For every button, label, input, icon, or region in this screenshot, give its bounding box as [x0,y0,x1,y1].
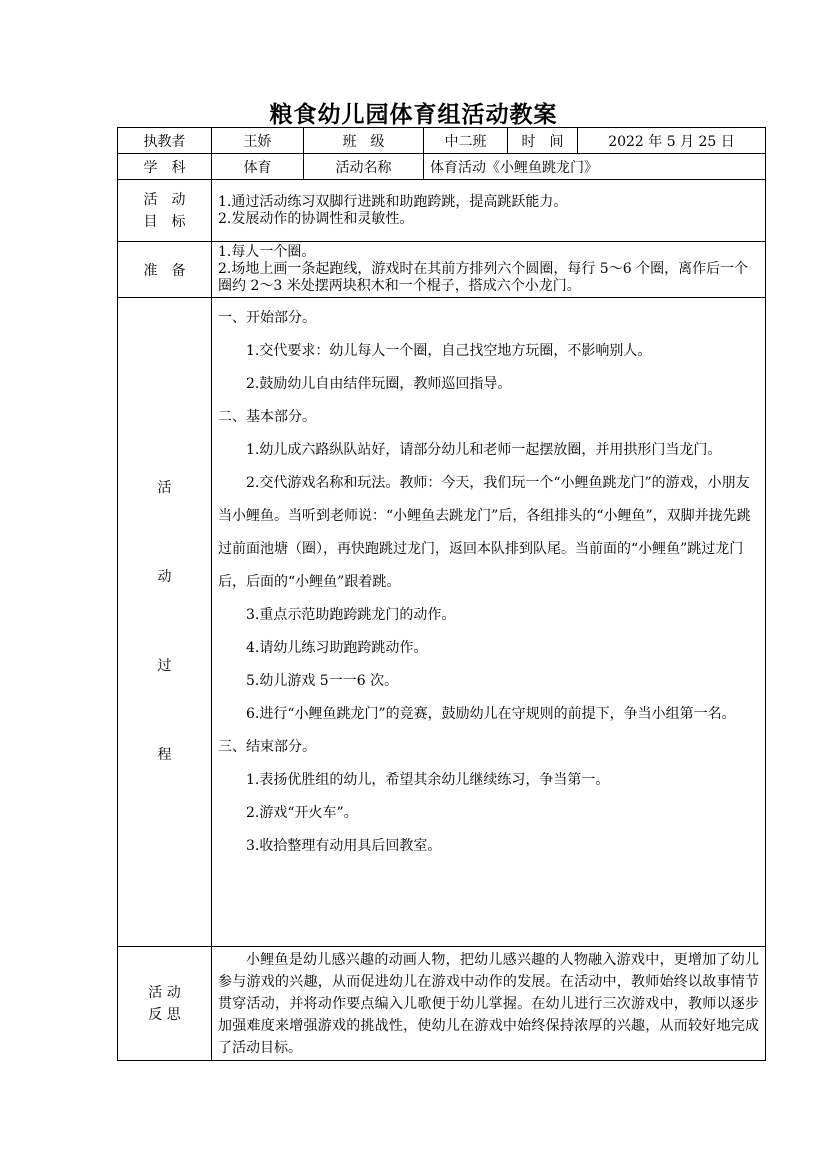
lesson-plan-table [117,127,766,1061]
class-label: 班 级 [304,128,424,154]
reflection-content: 小鲤鱼是幼儿感兴趣的动画人物，把幼儿感兴趣的人物融入游戏中，更增加了幼儿参与游戏的兴趣，从而促进幼儿在游戏中动作的发展。在活动中，教师始终以故事情节贯穿活动，并将动作要点编入儿歌便于幼儿掌握。在幼儿进行三次游戏中，教师以逐步加强难度来增强游戏的挑战性，使幼儿在游戏中始终保持浓厚的兴趣，从而较好地完成了活动目标。 [212,947,766,1061]
goal-item: 2.发展动作的协调性和灵敏性。 [218,210,414,227]
process-step: 2.游戏“开火车”。 [246,805,358,821]
reflection-row [118,947,766,1061]
goals-row [118,180,766,242]
prep-item: 1.每人一个圈。 [218,244,316,260]
process-step: 1.交代要求：幼儿每人一个圈，自己找空地方玩圈，不影响别人。 [246,343,652,359]
process-step: 4.请幼儿练习助跑跨跳动作。 [246,640,428,656]
header-row-1 [118,128,766,154]
process-section-heading: 三、结束部分。 [218,739,316,755]
process-step: 2.鼓励幼儿自由结伴玩圈，教师巡回指导。 [246,376,512,392]
header-row-2 [118,154,766,180]
process-step: 3.重点示范助跑跨跳龙门的动作。 [246,607,456,623]
page-title: 粮食幼儿园体育组活动教案 [269,102,558,128]
process-row [118,298,766,947]
goals-content [212,180,766,242]
activity-name-label: 活动名称 [304,154,424,180]
prep-item: 2.场地上画一条起跑线，游戏时在其前方排列六个圆圈，每行 5～6 个圈，离作后一个圈约 2～3 米处摆两块积木和一个棍子，搭成六个小龙门。 [218,261,749,294]
subject-value: 体育 [212,154,304,180]
subject-label: 学 科 [118,154,212,180]
teacher-label: 执教者 [118,128,212,154]
process-step: 6.进行“小鲤鱼跳龙门”的竞赛，鼓励幼儿在守规则的前提下，争当小组第一名。 [246,706,736,722]
reflection-label: 活 动 反 思 [118,947,212,1061]
class-value: 中二班 [424,128,508,154]
activity-name-value: 体育活动《小鲤鱼跳龙门》 [424,154,766,180]
prep-label: 准 备 [118,242,212,298]
process-content [212,298,766,947]
process-step: 1.表扬优胜组的幼儿，希望其余幼儿继续练习，争当第一。 [246,772,610,788]
goal-item: 1.通过活动练习双脚行进跳和助跑跨跳，提高跳跃能力。 [218,193,568,210]
process-section-heading: 二、基本部分。 [218,409,316,425]
time-label: 时 间 [508,128,578,154]
process-section-heading: 一、开始部分。 [218,310,316,326]
process-step: 3.收拾整理有动用具后回教室。 [246,838,442,854]
process-step: 5.幼儿游戏 5一一6 次。 [246,673,399,689]
prep-row [118,242,766,298]
process-label: 活 动 过 程 [118,298,212,947]
goals-label: 活 动 目 标 [118,180,212,242]
prep-content [212,242,766,298]
process-step: 2.交代游戏名称和玩法。教师：今天，我们玩一个“小鲤鱼跳龙门”的游戏，小朋友当小鲤鱼。当听到老师说：“小鲤鱼去跳龙门”后，各组排头的“小鲤鱼”，双脚并拢先跳过前面池塘（圈），再快跑跳过龙门，返回本队排到队尾。当前面的“小鲤鱼”跳过龙门后，后面的“小鲤鱼”跟着跳。 [218,475,751,590]
process-step: 1.幼儿成六路纵队站好，请部分幼儿和老师一起摆放圈，并用拱形门当龙门。 [246,442,722,458]
time-value: 2022 年 5 月 25 日 [578,128,766,154]
teacher-value: 王娇 [212,128,304,154]
